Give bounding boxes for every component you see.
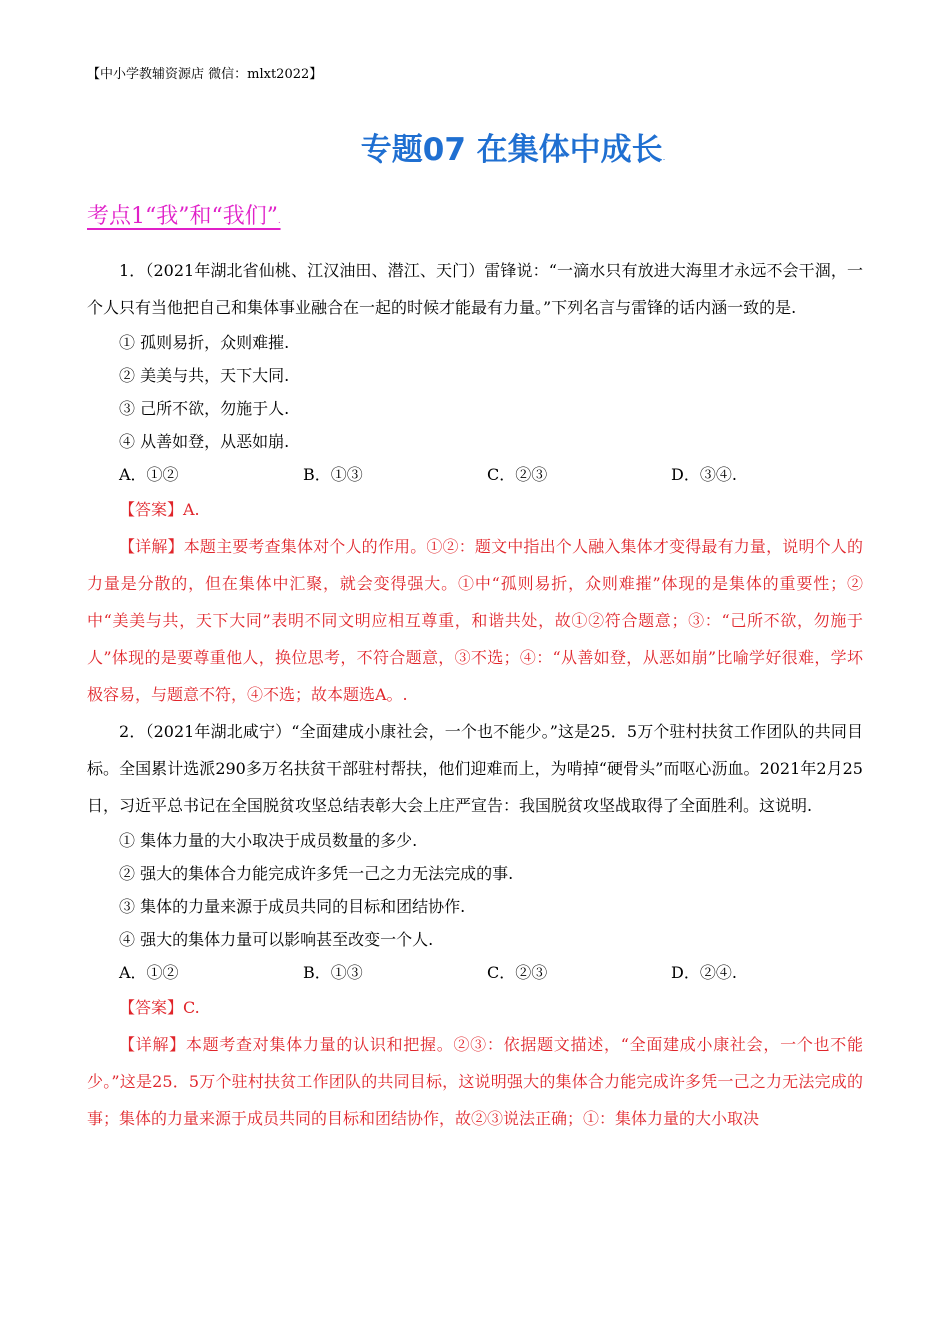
explanation-text: 【详解】本题主要考查集体对个人的作用。①②：题文中指出个人融入集体才变得最有力量，说明个人的力量是分散的，但在集体中汇聚，就会变得强大。①中“孤则易折，众则难摧”体现的是集体的重要性；②中“美美与共，天下大同”表明不同文明应相互尊重，和谐共处，故①②符合题意；③：“己所不欲，勿施于人”体现的是要尊重他人，换位思考，不符合题意，③不选；④：“从善如登，从恶如崩”比喻学好很难，学坏极容易，与题意不符，④不选；故本题选A。.: [87, 537, 863, 704]
page-title-text: 专题07 在集体中成长: [360, 132, 663, 168]
page-title: [0, 128, 950, 180]
question-option: ② 强大的集体合力能完成许多凭一己之力无法完成的事.: [119, 864, 514, 883]
choice-d: D．③④.: [671, 465, 737, 484]
header-note: 【中小学教辅资源店 微信：mlxt2022】: [87, 67, 323, 82]
choice-a: A．①②: [119, 963, 179, 982]
question-option: ② 美美与共，天下大同.: [119, 366, 290, 385]
choice-b: B．①③: [303, 465, 363, 484]
answer-line: 【答案】C.: [119, 998, 200, 1017]
section-heading-mark: .: [278, 216, 281, 225]
question-option: ③ 己所不欲，勿施于人.: [119, 399, 290, 418]
question-content: [87, 252, 863, 1137]
choice-c: C．②③: [487, 465, 548, 484]
question-1: [87, 252, 863, 713]
choice-c: C．②③: [487, 963, 548, 982]
explanation-text: 【详解】本题考查对集体力量的认识和把握。②③：依据题文描述，“全面建成小康社会，一个也不能少。”这是25．5万个驻村扶贫工作团队的共同目标，这说明强大的集体合力能完成许多凭一己之力无法完成的事；集体的力量来源于成员共同的目标和团结协作，故②③说法正确；①：集体力量的大小取决: [87, 1035, 863, 1128]
question-option: ① 孤则易折，众则难摧.: [119, 333, 290, 352]
answer-choices: [87, 458, 863, 491]
answer-choices: [87, 956, 863, 989]
choice-a: A．①②: [119, 465, 179, 484]
choice-d: D．②④.: [671, 963, 737, 982]
answer-line: 【答案】A.: [119, 500, 200, 519]
question-option: ① 集体力量的大小取决于成员数量的多少.: [119, 831, 418, 850]
question-option: ④ 强大的集体力量可以影响甚至改变一个人.: [119, 930, 434, 949]
section-heading-text: 考点1“我”和“我们”: [87, 204, 278, 229]
question-option: ④ 从善如登，从恶如崩.: [119, 432, 290, 451]
section-heading: [87, 200, 281, 238]
question-stem: 1．（2021年湖北省仙桃、江汉油田、潜江、天门）雷锋说：“一滴水只有放进大海里才永远不会干涸，一个人只有当他把自己和集体事业融合在一起的时候才能最有力量。”下列名言与雷锋的话内涵一致的是.: [87, 261, 863, 317]
choice-b: B．①③: [303, 963, 363, 982]
title-mark: .: [662, 153, 666, 162]
question-stem: 2．（2021年湖北咸宁）“全面建成小康社会，一个也不能少。”这是25．5万个驻村扶贫工作团队的共同目标。全国累计选派290多万名扶贫干部驻村帮扶，他们迎难而上，为啃掉“硬骨头”而呕心沥血。2021年2月25日，习近平总书记在全国脱贫攻坚总结表彰大会上庄严宣告：我国脱贫攻坚战取得了全面胜利。这说明.: [87, 722, 863, 815]
question-2: [87, 713, 863, 1137]
question-option: ③ 集体的力量来源于成员共同的目标和团结协作.: [119, 897, 466, 916]
